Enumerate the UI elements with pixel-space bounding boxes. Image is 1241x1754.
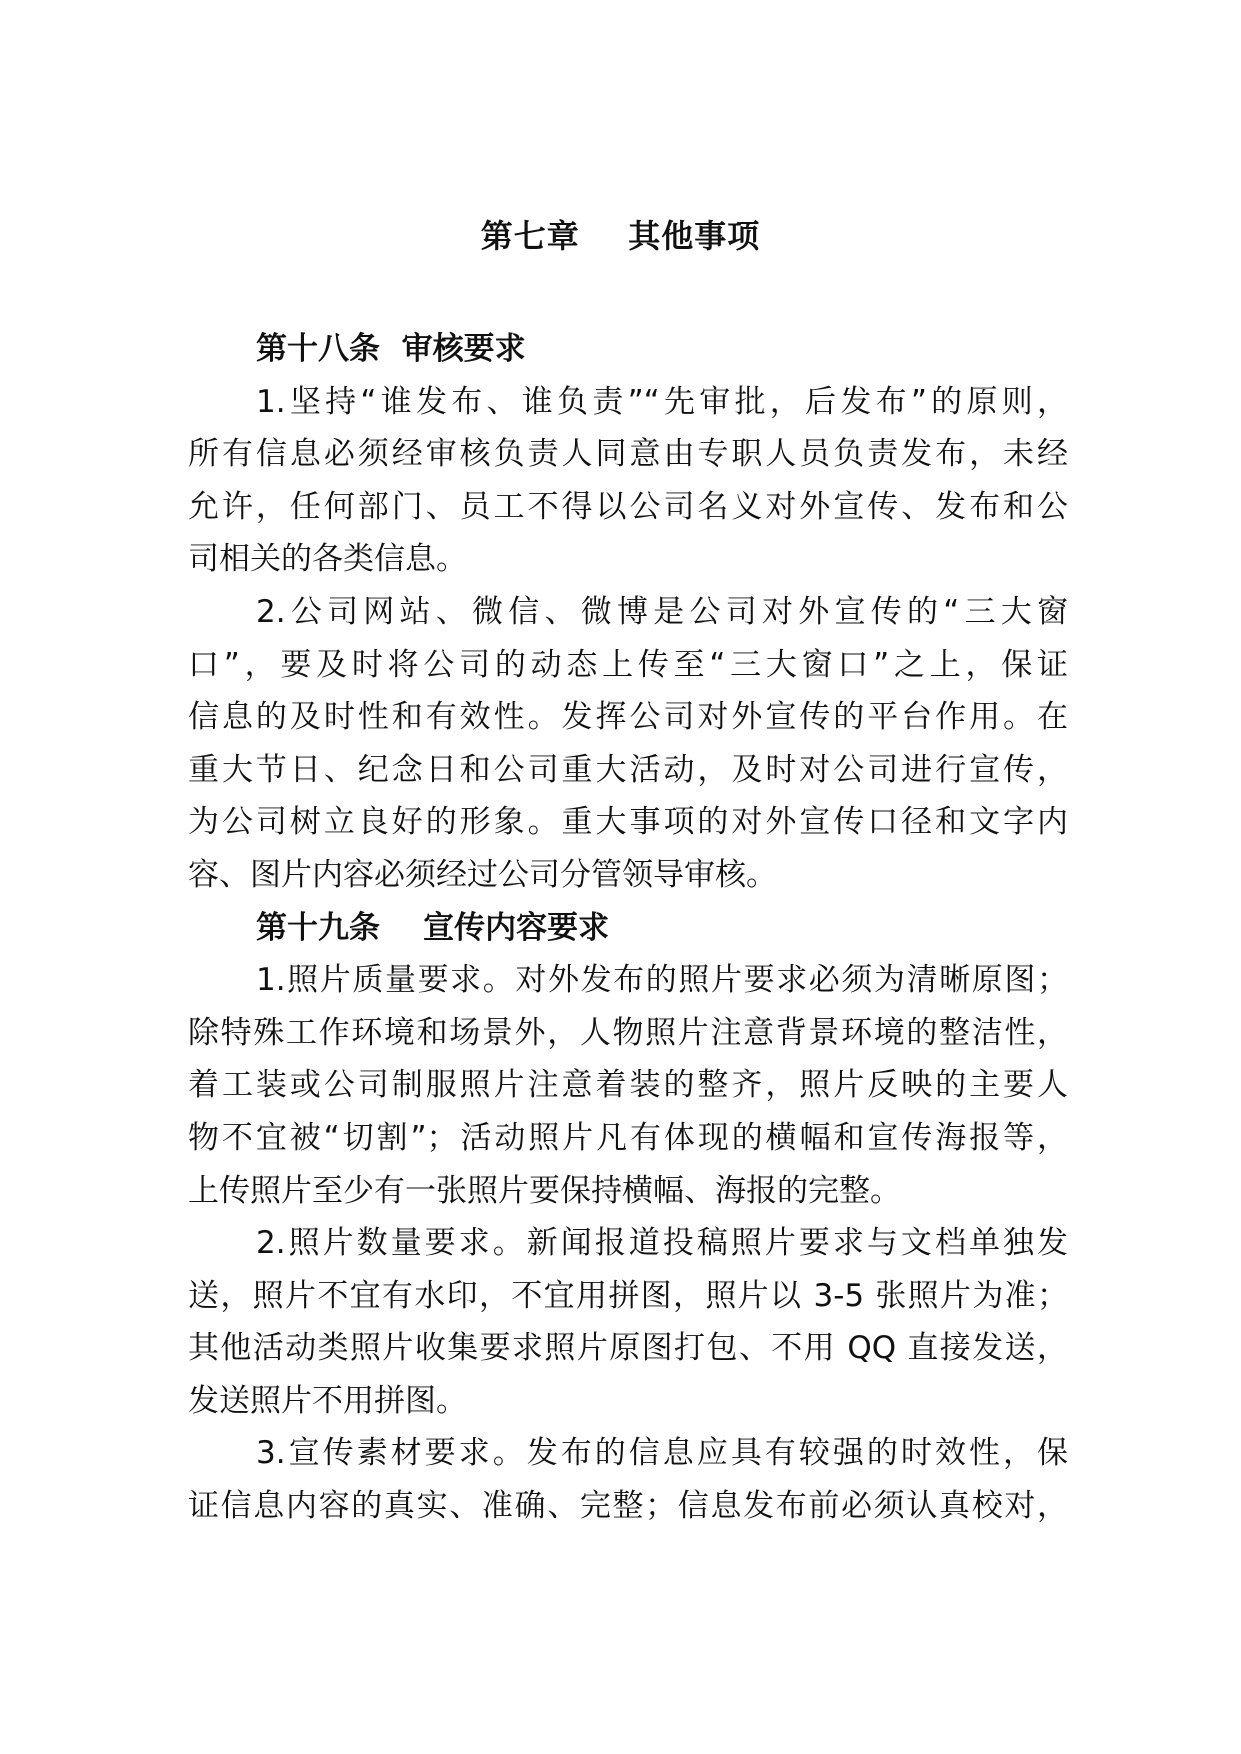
- paragraph-line: 容、图片内容必须经过公司分管领导审核。: [188, 856, 777, 893]
- article-19-heading: 第十九条 宣传内容要求: [256, 909, 610, 946]
- article-19-paragraph-2: [188, 1217, 1068, 1427]
- article-19-paragraph-3: [188, 1427, 1068, 1532]
- paragraph-line: 发送照片不用拼图。: [188, 1382, 467, 1419]
- paragraph-line: 其他活动类照片收集要求照片原图打包、不用 QQ 直接发送，: [188, 1330, 1068, 1367]
- paragraph-line: 2.公司网站、微信、微博是公司对外宣传的“三大窗: [256, 593, 1068, 630]
- paragraph-line: 送，照片不宜有水印，不宜用拼图，照片以 3-5 张照片为准；: [188, 1277, 1068, 1314]
- paragraph-line: 所有信息必须经审核负责人同意由专职人员负责发布，未经: [188, 436, 1068, 473]
- article-19-paragraph-1: [188, 954, 1068, 1217]
- paragraph-line: 2.照片数量要求。新闻报道投稿照片要求与文档单独发: [256, 1225, 1068, 1262]
- article-18-heading: 第十八条 审核要求: [256, 331, 526, 367]
- paragraph-line: 上传照片至少有一张照片要保持横幅、海报的完整。: [188, 1172, 901, 1209]
- paragraph-line: 1.照片质量要求。对外发布的照片要求必须为清晰原图；: [256, 962, 1068, 999]
- chapter-title: 第七章 其他事项: [480, 217, 761, 255]
- paragraph-line: 口”，要及时将公司的动态上传至“三大窗口”之上，保证: [188, 646, 1068, 683]
- paragraph-line: 允许，任何部门、员工不得以公司名义对外宣传、发布和公: [188, 488, 1068, 525]
- paragraph-line: 司相关的各类信息。: [188, 541, 467, 578]
- paragraph-line: 除特殊工作环境和场景外，人物照片注意背景环境的整洁性，: [188, 1014, 1068, 1051]
- paragraph-line: 1.坚持“谁发布、谁负责”“先审批，后发布”的原则，: [256, 383, 1068, 420]
- article-18-paragraph-2: [188, 586, 1068, 902]
- paragraph-line: 重大节日、纪念日和公司重大活动，及时对公司进行宣传，: [188, 751, 1068, 788]
- paragraph-line: 证信息内容的真实、准确、完整；信息发布前必须认真校对，: [188, 1488, 1068, 1525]
- paragraph-line: 物不宜被“切割”；活动照片凡有体现的横幅和宣传海报等，: [188, 1119, 1068, 1156]
- paragraph-line: 信息的及时性和有效性。发挥公司对外宣传的平台作用。在: [188, 699, 1068, 736]
- paragraph-line: 着工装或公司制服照片注意着装的整齐，照片反映的主要人: [188, 1067, 1068, 1104]
- paragraph-line: 3.宣传素材要求。发布的信息应具有较强的时效性，保: [256, 1435, 1068, 1472]
- paragraph-line: 为公司树立良好的形象。重大事项的对外宣传口径和文字内: [188, 804, 1068, 841]
- document-body: [188, 323, 1068, 1533]
- article-18-paragraph-1: [188, 376, 1068, 586]
